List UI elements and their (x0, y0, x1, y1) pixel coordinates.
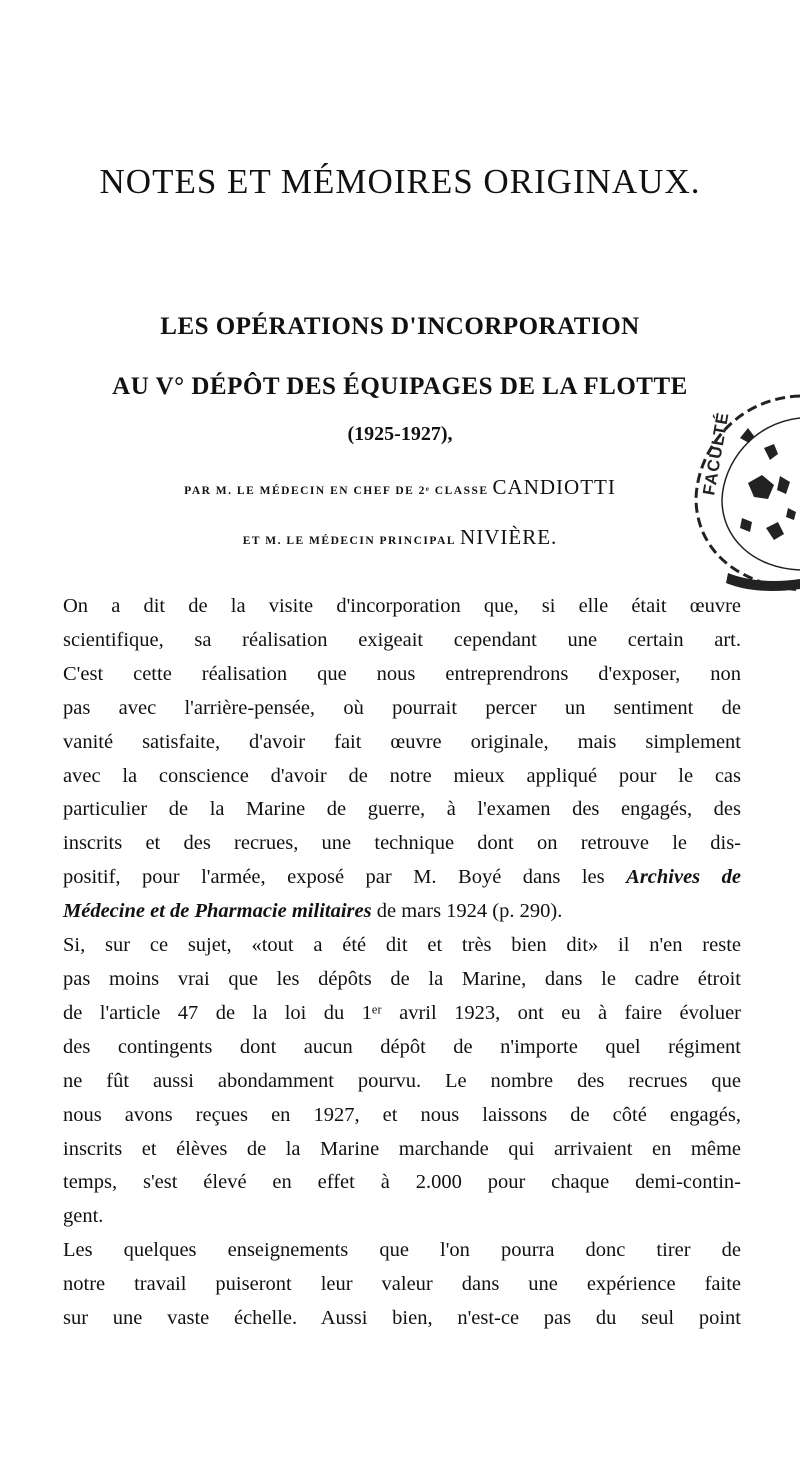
text-line: inscrits et des recrues, une technique dont on retrouve le dis- (63, 832, 741, 855)
text-line: temps, s'est élevé en effet à 2.000 pour chaque demi-contin- (63, 1171, 741, 1194)
text-line: gent. (63, 1205, 104, 1228)
paragraph-3 (63, 1234, 741, 1336)
paragraph-2 (63, 929, 741, 1234)
text-line: pas moins vrai que les dépôts de la Marine, dans le cadre étroit (63, 967, 741, 990)
library-stamp (668, 378, 800, 608)
text-line: particulier de la Marine de guerre, à l'examen des engagés, des (63, 798, 741, 821)
text-fragment: de mars 1924 (p. 290). (376, 900, 563, 923)
stamp-seal-icon (668, 378, 800, 608)
text-line: ne fût aussi abondamment pourvu. Le nombre des recrues que (63, 1069, 741, 1092)
text-line: Les quelques enseignements que l'on pourra donc tirer de (63, 1239, 741, 1262)
text-line: notre travail puiseront leur valeur dans une expérience faite (63, 1273, 741, 1296)
byline-1-prefix: PAR M. LE MÉDECIN EN CHEF DE 2ᵉ CLASSE (184, 485, 489, 497)
text-line: C'est cette réalisation que nous entreprendrons d'exposer, non (63, 662, 741, 685)
body-text (63, 590, 741, 1336)
author-name-1: CANDIOTTI (492, 475, 616, 499)
text-line: nous avons reçues en 1927, et nous laissons de côté engagés, (63, 1103, 741, 1126)
paragraph-1 (63, 590, 741, 929)
text-line: avec la conscience d'avoir de notre mieux appliqué pour le cas (63, 764, 741, 787)
stamp-text: FACULTÉ (699, 410, 733, 497)
text-line: Si, sur ce sujet, «tout a été dit et très bien dit» il n'en reste (63, 934, 741, 957)
text-line: On a dit de la visite d'incorporation que, si elle était œuvre (63, 595, 741, 617)
text-line: inscrits et élèves de la Marine marchande qui arrivaient en même (63, 1137, 741, 1160)
author-name-2: NIVIÈRE. (460, 525, 558, 549)
section-title: NOTES ET MÉMOIRES ORIGINAUX. (99, 162, 701, 201)
text-line: scientifique, sa réalisation exigeait cependant une certain art. (63, 628, 741, 651)
article-title-line-1: LES OPÉRATIONS D'INCORPORATION (160, 313, 640, 340)
text-line (63, 861, 741, 895)
byline-2-prefix: ET M. LE MÉDECIN PRINCIPAL (242, 535, 457, 547)
article-title-line-2: AU V° DÉPÔT DES ÉQUIPAGES DE LA FLOTTE (112, 373, 688, 400)
text-line: des contingents dont aucun dépôt de n'importe quel régiment (63, 1035, 741, 1058)
text-line: pas avec l'arrière-pensée, où pourrait percer un sentiment de (63, 696, 741, 719)
journal-title-italic: Médecine et de Pharmacie militaires (63, 900, 372, 923)
journal-title-italic: Archives de (626, 866, 741, 889)
text-line (63, 895, 741, 929)
text-fragment: positif, pour l'armée, exposé par M. Boyé dans les (63, 866, 605, 889)
article-years: (1925-1927), (347, 423, 453, 445)
text-line: de l'article 47 de la loi du 1ᵉʳ avril 1923, ont eu à faire évoluer (63, 1001, 741, 1024)
text-line: vanité satisfaite, d'avoir fait œuvre originale, mais simplement (63, 730, 741, 753)
text-line: sur une vaste échelle. Aussi bien, n'est-ce pas du seul point (63, 1307, 741, 1330)
